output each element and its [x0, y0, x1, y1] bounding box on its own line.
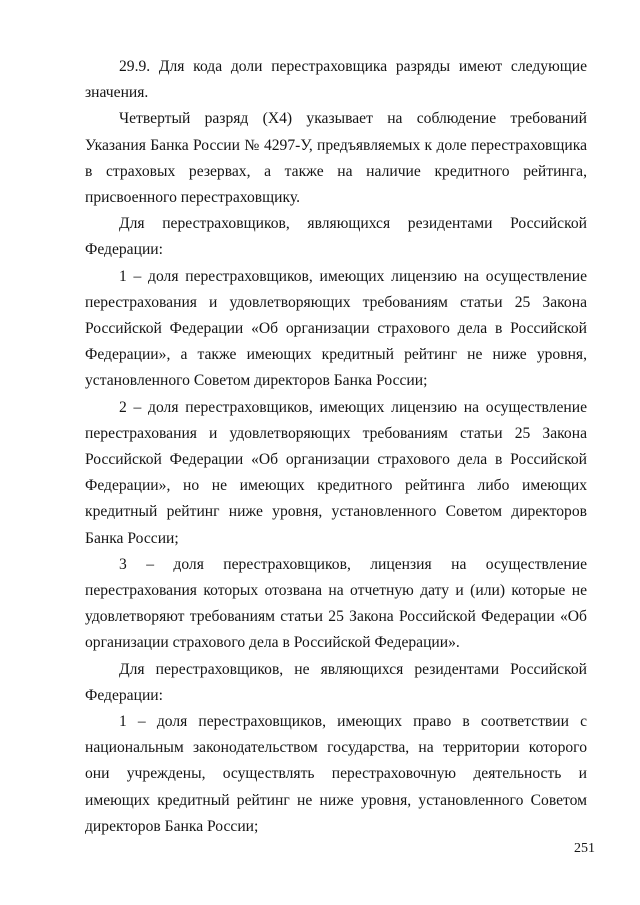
- paragraph-nonresident-code-1: 1 – доля перестраховщиков, имеющих право в соответствии с национальным законодательством государства, на территории которого они учреждены, осуществлять перестраховочную деятельность и имеющих кредитный рейтинг не ниже уровня, установленного Советом директоров Банка России;: [85, 713, 587, 835]
- paragraph-resident-code-2: 2 – доля перестраховщиков, имеющих лицензию на осуществление перестрахования и удовлетворяющих требованиям статьи 25 Закона Российской Федерации «Об организации страхового дела в Российской Федерации», но не имеющих кредитного рейтинга либо имеющих кредитный рейтинг ниже уровня, установленного Советом директоров Банка России;: [85, 398, 587, 547]
- paragraph-fourth-digit: Четвертый разряд (Х4) указывает на соблюдение требований Указания Банка России № 4297-У, предъявляемых к доле перестраховщика в страховых резервах, а также на наличие кредитного рейтинга, присвоенного перестраховщику.: [85, 110, 587, 207]
- paragraph-resident-code-1: 1 – доля перестраховщиков, имеющих лицензию на осуществление перестрахования и удовлетворяющих требованиям статьи 25 Закона Российской Федерации «Об организации страхового дела в Российской Федерации», а также имеющих кредитный рейтинг не ниже уровня, установленного Советом директоров Банка России;: [85, 267, 587, 390]
- paragraph-resident-code-3: 3 – доля перестраховщиков, лицензия на осуществление перестрахования которых отозвана на отчетную дату и (или) которые не удовлетворяют требованиям статьи 25 Закона Российской Федерации «Об организации страхового дела в Российской Федерации».: [85, 555, 587, 652]
- page-number: 251: [574, 841, 595, 856]
- paragraph-residents-heading: Для перестраховщиков, являющихся резидентами Российской Федерации:: [85, 215, 587, 259]
- paragraph-nonresidents-heading: Для перестраховщиков, не являющихся резидентами Российской Федерации:: [85, 660, 587, 704]
- document-body: [85, 54, 587, 840]
- paragraph-section-29-9: 29.9. Для кода доли перестраховщика разряды имеют следующие значения.: [85, 58, 587, 102]
